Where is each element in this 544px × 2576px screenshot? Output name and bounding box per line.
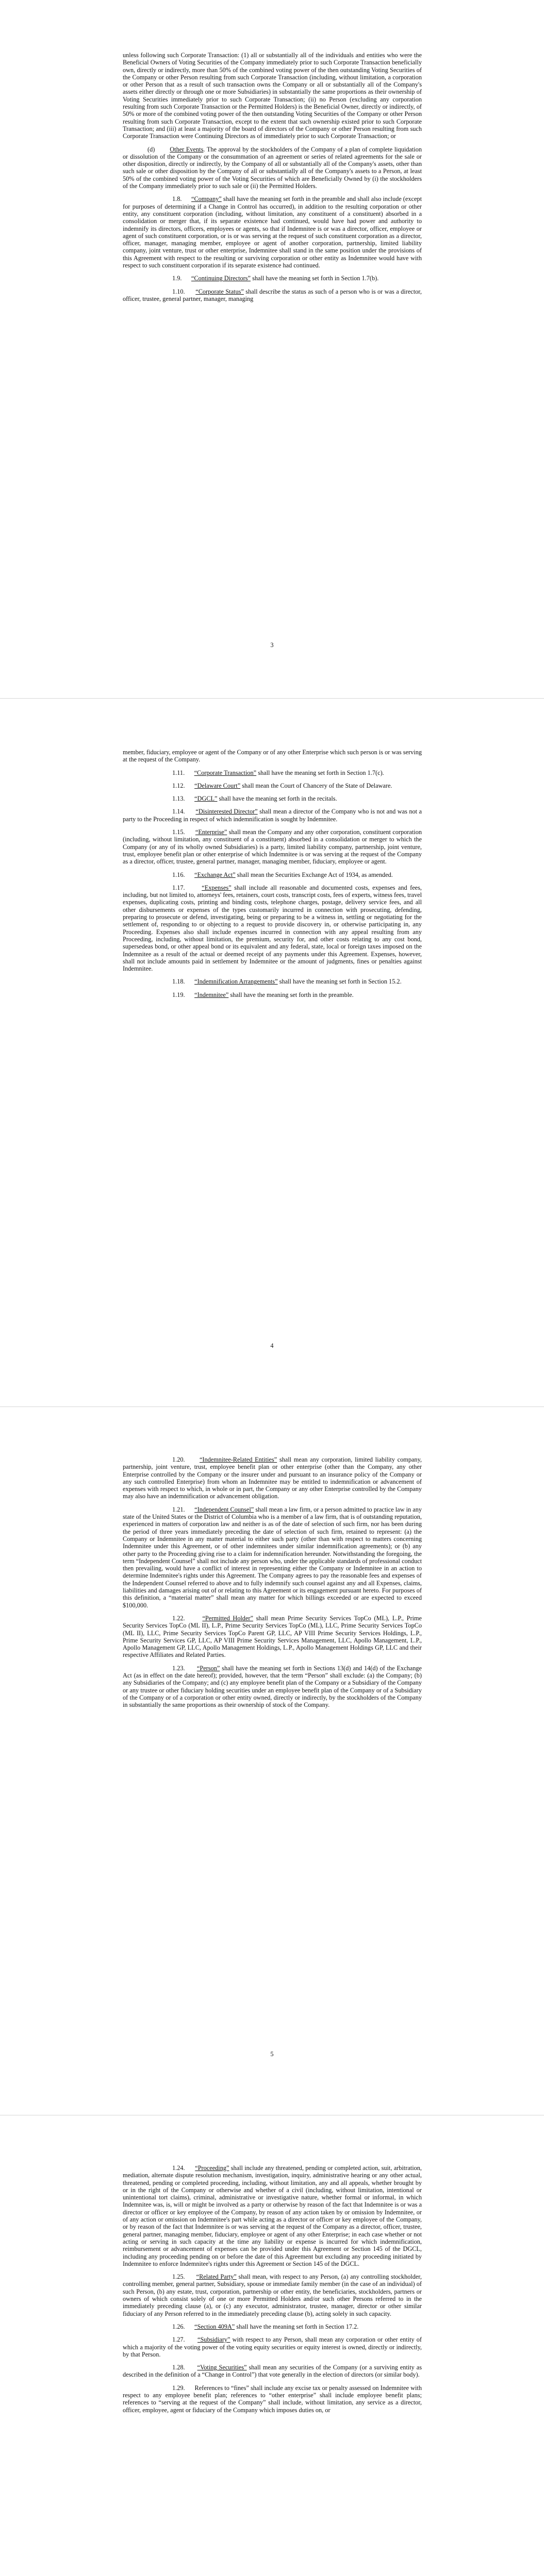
defined-term: “Company” bbox=[191, 195, 222, 203]
definition-paragraph: 1.11. “Corporate Transaction” shall have the meaning set forth in Section 1.7(c). bbox=[172, 769, 384, 776]
definition-paragraph: 1.22. “Permitted Holder” shall mean Prime Security Services TopCo (ML), L.P., Prime Security Services TopCo (ML II), L.P., Prime Security Services TopCo (ML), LLC, Prime Security Services TopCo (ML II), LLC, Prime Security Services TopCo Parent GP, LLC, AP VIII Prime Security Services Holdings, L.P., Prime Security Services GP, LLC, AP VIII Prime Security Services Management, LLC, Apollo Management, L.P., Apollo Management GP, LLC, Apollo Management Holdings, L.P., Apollo Management Holdings GP, LLC and their respective Affiliates and Related Parties. bbox=[123, 1614, 422, 1659]
defined-term: “Independent Counsel” bbox=[194, 1505, 254, 1513]
document-page bbox=[0, 703, 544, 1401]
document-page bbox=[0, 1412, 544, 2110]
definition-paragraph: 1.19. “Indemnitee” shall have the meaning set forth in the preamble. bbox=[172, 991, 354, 998]
defined-term: “Permitted Holder” bbox=[202, 1614, 253, 1622]
document-page bbox=[0, 2120, 544, 2576]
definition-paragraph: 1.15. “Enterprise” shall mean the Company and any other corporation, constituent corporation (including, without limitation, any constituent of a constituent) absorbed in a consolidation or merger to which the Company (or any of its wholly owned Subsidiaries) is a party, limited liability company, partnership, joint venture, trust, employee benefit plan or other enterprise of which Indemnitee is or was serving at the request of the Company as a director, officer, trustee, general partner, manager, managing member, fiduciary, employee or agent. bbox=[123, 828, 422, 866]
defined-term: “Delaware Court” bbox=[194, 782, 241, 789]
defined-term: “Corporate Status” bbox=[195, 287, 244, 295]
page-divider bbox=[0, 698, 544, 699]
definition-paragraph: unless following such Corporate Transaction: (1) all or substantially all of the individuals and entities who were the Beneficial Owners of Voting Securities of the Company immediately prior to such Corporate Transaction beneficially own, directly or indirectly, more than 50% of the combined voting power of the then outstanding Voting Securities of the Company or other Person resulting from such Corporate Transaction (including, without limitation, a corporation or other Person that as a result of such transaction owns the Company or all or substantially all of the Company's assets either directly or through one or more Subsidiaries) in substantially the same proportions as their ownership of Voting Securities immediately prior to such Corporate Transaction; (ii) no Person (excluding any corporation resulting from such Corporate Transaction or the Permitted Holders) is the Beneficial Owner, directly or indirectly, of 50% or more of the combined voting power of the then outstanding Voting Securities of the Company or other Person resulting from such Corporate Transaction, except to the extent that such ownership existed prior to such Corporate Transaction; and (iii) at least a majority of the board of directors of the Company or other Person resulting from such Corporate Transaction were Continuing Directors as of immediately prior to such Corporate Transaction; or bbox=[123, 52, 422, 140]
defined-term: “Enterprise” bbox=[195, 828, 227, 836]
defined-term: “DGCL” bbox=[194, 795, 218, 803]
defined-term: “Section 409A” bbox=[194, 2323, 235, 2330]
page-number: 4 bbox=[270, 1342, 274, 1349]
definition-paragraph: 1.12. “Delaware Court” shall mean the Court of Chancery of the State of Delaware. bbox=[172, 782, 392, 789]
defined-term: “Person” bbox=[196, 1664, 220, 1672]
page-divider bbox=[0, 1406, 544, 1407]
defined-term: “Exchange Act” bbox=[194, 871, 236, 878]
definition-paragraph: 1.24. “Proceeding” shall include any threatened, pending or completed action, suit, arbitration, mediation, alternate dispute resolution mechanism, investigation, inquiry, administrative hearing or any other actual, threatened, pending or completed proceeding, including, without limitation, any and all appeals, whether brought by or in the right of the Company or otherwise and whether of a civil (including, without limitation, intentional or unintentional tort claims), criminal, administrative or investigative nature, whether formal or informal, in which Indemnitee was, is, will or might be involved as a party or otherwise by reason of the fact that Indemnitee is or was a director or officer or key employee of the Company, by reason of any action taken by or omission by Indemnitee, or of any action or omission on Indemnitee's part while acting as a director or officer or key employee of the Company, or by reason of the fact that Indemnitee is or was serving at the request of the Company as a director, officer, trustee, general partner, managing member, fiduciary, employee or agent of any other Enterprise; in each case whether or not acting or serving in such capacity at the time any liability or expense is incurred for which indemnification, reimbursement or advancement of expenses can be provided under this Agreement or Section 145 of the DGCL, including any proceeding pending on or before the date of this Agreement but excluding any proceeding initiated by Indemnitee to enforce Indemnitee's rights under this Agreement or Section 145 of the DGCL. bbox=[123, 2164, 422, 2267]
defined-term: “Subsidiary” bbox=[197, 2336, 230, 2344]
definition-paragraph: 1.13. “DGCL” shall have the meaning set forth in the recitals. bbox=[172, 795, 337, 803]
page-body bbox=[123, 2164, 422, 2419]
defined-term: “Indemnitee” bbox=[194, 991, 229, 998]
defined-term: “Proceeding” bbox=[195, 2164, 229, 2172]
page-number: 5 bbox=[270, 2050, 274, 2058]
definition-paragraph: member, fiduciary, employee or agent of the Company or of any other Enterprise which such person is or was serving at the request of the Company. bbox=[123, 749, 422, 764]
definition-paragraph: 1.23. “Person” shall have the meaning set forth in Sections 13(d) and 14(d) of the Exchange Act (as in effect on the date hereof); provided, however, that the term “Person” shall exclude: (a) the Company; (b) any Subsidiaries of the Company; and (c) any employee benefit plan of the Company or a Subsidiary of the Company or any trustee or other fiduciary holding securities under an employee benefit plan of the Company or of a Subsidiary of the Company or of a corporation or other entity owned, directly or indirectly, by the stockholders of the Company in substantially the same proportions as their ownership of stock of the Company. bbox=[123, 1664, 422, 1709]
defined-term: “Related Party” bbox=[196, 2273, 237, 2281]
definition-paragraph: 1.16. “Exchange Act” shall mean the Securities Exchange Act of 1934, as amended. bbox=[172, 871, 393, 878]
definition-paragraph: 1.26. “Section 409A” shall have the meaning set forth in Section 17.2. bbox=[172, 2323, 359, 2330]
defined-term: “Indemnification Arrangements” bbox=[194, 978, 278, 986]
defined-term: “Expenses” bbox=[202, 884, 232, 891]
defined-term: “Disinterested Director” bbox=[195, 808, 258, 816]
definition-paragraph: 1.14. “Disinterested Director” shall mean a director of the Company who is not and was not a party to the Proceeding in respect of which indemnification is sought by Indemnitee. bbox=[123, 808, 422, 823]
defined-term: “Continuing Directors” bbox=[191, 275, 251, 282]
definition-paragraph: 1.27. “Subsidiary” with respect to any Person, shall mean any corporation or other entity of which a majority of the voting power of the voting equity securities or equity interest is owned, directly or indirectly, by that Person. bbox=[123, 2336, 422, 2358]
definition-paragraph: 1.8. “Company” shall have the meaning set forth in the preamble and shall also include (except for purposes of determining if a Change in Control has occurred), in addition to the resulting corporation or other entity, any constituent corporation (including, without limitation, any constituent of a constituent) absorbed in a consolidation or merger that, if its separate existence had continued, would have had power and authority to indemnify its directors, officers, employees or agents, so that if Indemnitee is or was a director, officer, employee or agent of such constituent corporation, or is or was serving at the request of such constituent corporation as a director, officer, manager, managing member, employee or agent of another corporation, partnership, limited liability company, joint venture, trust or other enterprise, Indemnitee shall stand in the same position under the provisions of this Agreement with respect to the resulting or surviving corporation or other entity as Indemnitee would have with respect to such constituent corporation if its separate existence had continued. bbox=[123, 195, 422, 269]
definition-paragraph: 1.20. “Indemnitee-Related Entities” shall mean any corporation, limited liability company, partnership, joint venture, trust, employee benefit plan or other enterprise (other than the Company, any other Enterprise controlled by the Company or the insurer under and pursuant to an insurance policy of the Company or any such controlled Enterprise) from whom an Indemnitee may be entitled to indemnification or advancement of expenses with respect to which, in whole or in part, the Company or any other Enterprise controlled by the Company may also have an indemnification or advancement obligation. bbox=[123, 1456, 422, 1500]
defined-term: “Indemnitee-Related Entities” bbox=[199, 1456, 277, 1463]
page-body bbox=[123, 1456, 422, 1715]
definition-paragraph: 1.29. References to “fines” shall include any excise tax or penalty assessed on Indemnitee with respect to any employee benefit plan; references to “other enterprise” shall include employee benefit plans; references to “serving at the request of the Company” shall include, without limitation, any service as a director, officer, employee, agent or fiduciary of the Company which imposes duties on, or bbox=[123, 2384, 422, 2414]
defined-term: Other Events bbox=[170, 145, 204, 153]
definition-paragraph: 1.18. “Indemnification Arrangements” shall have the meaning set forth in Section 15.2. bbox=[172, 978, 402, 986]
definition-paragraph: 1.28. “Voting Securities” shall mean any securities of the Company (or a surviving entity as described in the definition of a “Change in Control”) that vote generally in the election of directors (or similar body). bbox=[123, 2364, 422, 2379]
defined-term: “Corporate Transaction” bbox=[194, 769, 257, 776]
definition-paragraph: (d) Other Events. The approval by the stockholders of the Company of a plan of complete liquidation or dissolution of the Company or the consummation of an agreement or series of related agreements for the sale or other disposition, directly or indirectly, by the Company of all or substantially all of the Company's assets, other than such sale or other disposition by the Company of all or substantially all of the Company's assets to a Person, at least 50% of the combined voting power of the Voting Securities of which are Beneficially Owned by (i) the stockholders of the Company immediately prior to such sale or (ii) the Permitted Holders. bbox=[123, 145, 422, 190]
definition-paragraph: 1.21. “Independent Counsel” shall mean a law firm, or a person admitted to practice law in any state of the United States or the District of Columbia who is a member of a law firm, that is of outstanding reputation, experienced in matters of corporation law and neither is as of the date of selection of such firm, nor has been during the period of three years immediately preceding the date of selection of such firm, retained to represent: (a) the Company or Indemnitee in any matter material to either such party (other than with respect to matters concerning Indemnitee under this Agreement, or of other indemnitees under similar indemnification agreements); or (b) any other party to the Proceeding giving rise to a claim for indemnification hereunder. Notwithstanding the foregoing, the term “Independent Counsel” shall not include any person who, under the applicable standards of professional conduct then prevailing, would have a conflict of interest in representing either the Company or Indemnitee in an action to determine Indemnitee's rights under this Agreement. The Company agrees to pay the reasonable fees and expenses of the Independent Counsel referred to above and to fully indemnify such counsel against any and all Expenses, claims, liabilities and damages arising out of or relating to this Agreement or its engagement pursuant hereto. For purposes of this definition, a “material matter” shall mean any matter for which billings exceeded or are expected to exceed $100,000. bbox=[123, 1505, 422, 1609]
defined-term: “Voting Securities” bbox=[197, 2364, 247, 2371]
definition-paragraph: 1.9. “Continuing Directors” shall have the meaning set forth in Section 1.7(b). bbox=[172, 275, 379, 282]
definition-paragraph: 1.25. “Related Party” shall mean, with respect to any Person, (a) any controlling stockholder, controlling member, general partner, Subsidiary, spouse or immediate family member (in the case of an individual) of such Person, (b) any estate, trust, corporation, partnership or other entity, the beneficiaries, stockholders, partners or owners of which consist solely of one or more Permitted Holders and/or such other Persons referred to in the immediately preceding clause (a), or (c) any executor, administrator, trustee, manager, director or other similar fiduciary of any Person referred to in the immediately preceding clause (b), acting solely in such capacity. bbox=[123, 2273, 422, 2317]
definition-paragraph: 1.10. “Corporate Status” shall describe the status as such of a person who is or was a director, officer, trustee, general partner, manager, managing bbox=[123, 287, 422, 302]
page-body bbox=[123, 749, 422, 1004]
page-number: 3 bbox=[270, 641, 274, 649]
document-page bbox=[0, 0, 544, 698]
definition-paragraph: 1.17. “Expenses” shall include all reasonable and documented costs, expenses and fees, including, but not limited to, attorneys' fees, retainers, court costs, transcript costs, fees of experts, witness fees, travel expenses, duplicating costs, printing and binding costs, telephone charges, postage, delivery service fees, and all other disbursements or expenses of the types customarily incurred in connection with prosecuting, defending, preparing to prosecute or defend, investigating, being or preparing to be a witness in, settling or negotiating for the settlement of, responding to or objecting to a request to provide discovery in, or otherwise participating in, any Proceeding. Expenses also shall include expenses incurred in connection with any appeal resulting from any Proceeding, including, without limitation, the premium, security for, and other costs relating to any cost bond, supersedeas bond, or other appeal bond or its equivalent and any federal, state, local or foreign taxes imposed on the Indemnitee as a result of the actual or deemed receipt of any payments under this Agreement. Expenses, however, shall not include amounts paid in settlement by Indemnitee or the amount of judgments, fines or penalties against Indemnitee. bbox=[123, 884, 422, 973]
page-body bbox=[123, 52, 422, 308]
